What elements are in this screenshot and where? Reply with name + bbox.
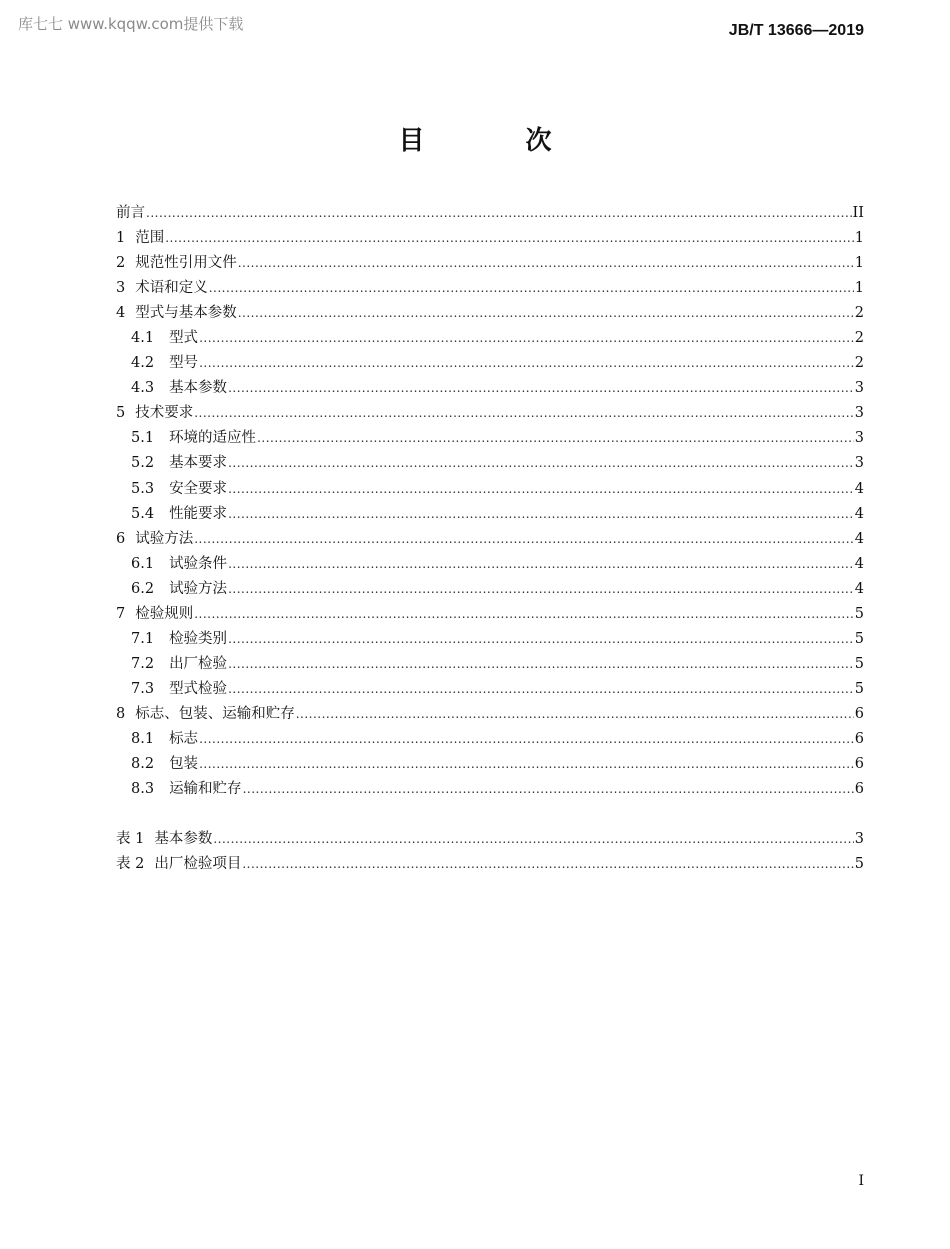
toc-dot-leader <box>146 201 852 226</box>
toc-entry-number: 表 1 <box>116 831 145 848</box>
toc-dot-leader <box>213 827 853 852</box>
toc-entry-title: 环境的适应性 <box>169 430 257 447</box>
toc-entry[interactable] <box>116 426 864 451</box>
toc-entry-page: 3 <box>854 455 864 472</box>
toc-entry[interactable] <box>116 727 864 752</box>
toc-entry[interactable] <box>116 502 864 527</box>
toc-entry-title: 包装 <box>169 756 199 773</box>
toc-entry-page: 2 <box>854 330 864 347</box>
toc-dot-leader <box>199 727 854 752</box>
toc-entry-title: 试验方法 <box>169 580 228 597</box>
toc-entry[interactable] <box>116 652 864 677</box>
toc-dot-leader <box>199 351 854 376</box>
toc-entry-page: 6 <box>854 705 864 722</box>
toc-entry-number: 6 <box>116 530 126 547</box>
toc-dot-leader <box>194 401 854 426</box>
toc-entry-title: 术语和定义 <box>135 280 208 297</box>
watermark: 库七七 www.kqqw.com提供下载 <box>18 15 244 33</box>
toc-dot-leader <box>228 376 854 401</box>
toc-dot-leader <box>228 652 854 677</box>
toc-entry[interactable] <box>116 201 864 226</box>
toc-dot-leader <box>242 852 853 877</box>
toc-entry-number: 7.3 <box>131 680 155 697</box>
toc-entry-page: 4 <box>854 480 864 497</box>
toc-table-entry[interactable] <box>116 827 864 852</box>
toc-entry-number: 4.3 <box>131 380 155 397</box>
toc-entry[interactable] <box>116 451 864 476</box>
toc-entry-page: 3 <box>854 430 864 447</box>
toc-entry-page: 6 <box>854 730 864 747</box>
toc-dot-leader <box>228 477 854 502</box>
toc-entry-title: 规范性引用文件 <box>135 255 237 272</box>
toc-dot-leader <box>296 702 854 727</box>
toc-entry-page: 4 <box>854 530 864 547</box>
toc-entry[interactable] <box>116 326 864 351</box>
toc-entry-number: 5.1 <box>131 430 155 447</box>
toc-entry-number: 5 <box>116 405 126 422</box>
toc-entry-number: 4.1 <box>131 330 155 347</box>
toc-entry-title: 基本参数 <box>169 380 228 397</box>
toc-entry[interactable] <box>116 251 864 276</box>
toc-entry-number: 5.4 <box>131 505 155 522</box>
page-title: 目 次 <box>398 126 598 156</box>
toc-entry-page: 6 <box>854 781 864 798</box>
toc-entry-title: 型式检验 <box>169 680 228 697</box>
toc-entry[interactable] <box>116 301 864 326</box>
toc-dot-leader <box>199 752 854 777</box>
toc-entry-page: 5 <box>854 856 864 873</box>
toc-entry[interactable] <box>116 777 864 802</box>
toc-entry[interactable] <box>116 552 864 577</box>
toc-dot-leader <box>228 451 854 476</box>
toc-entry[interactable] <box>116 276 864 301</box>
toc-dot-leader <box>209 276 854 301</box>
toc-entry-title: 技术要求 <box>135 405 194 422</box>
toc-entry-title: 型式与基本参数 <box>135 305 237 322</box>
toc-entry[interactable] <box>116 752 864 777</box>
toc-entry-number: 1 <box>116 230 126 247</box>
toc-entry-title: 安全要求 <box>169 480 228 497</box>
toc-entry-number: 7 <box>116 605 126 622</box>
toc-dot-leader <box>194 527 854 552</box>
toc-entry-page: 4 <box>854 555 864 572</box>
document-code: JB/T 13666—2019 <box>728 22 864 39</box>
toc-entry-title: 检验类别 <box>169 630 228 647</box>
toc-entry-title: 试验方法 <box>135 530 194 547</box>
toc-table-entry[interactable] <box>116 852 864 877</box>
toc-entry-number: 3 <box>116 280 126 297</box>
toc-section-gap <box>116 802 864 827</box>
toc-entry-page: 5 <box>854 630 864 647</box>
toc-entry-number: 8.2 <box>131 756 155 773</box>
toc-entry-number: 2 <box>116 255 126 272</box>
toc-dot-leader <box>165 226 854 251</box>
toc-entry-page: 3 <box>854 831 864 848</box>
toc-entry-number: 5.3 <box>131 480 155 497</box>
toc-entry-page: 4 <box>854 580 864 597</box>
toc-entry-title: 运输和贮存 <box>169 781 242 798</box>
toc-entry-title: 性能要求 <box>169 505 228 522</box>
toc-entry-title: 前言 <box>116 205 145 221</box>
toc-dot-leader <box>199 326 854 351</box>
toc-entry-page: 5 <box>854 680 864 697</box>
toc-entry-page: 5 <box>854 605 864 622</box>
toc-entry[interactable] <box>116 527 864 552</box>
toc-entry-number: 6.1 <box>131 555 155 572</box>
toc-dot-leader <box>228 627 854 652</box>
toc-entry-title: 出厂检验 <box>169 655 228 672</box>
toc-entry-number: 6.2 <box>131 580 155 597</box>
toc-entry-number: 4 <box>116 305 126 322</box>
toc-entry-page: II <box>852 205 864 221</box>
toc-entry-title: 标志 <box>169 730 199 747</box>
toc-entry-number: 5.2 <box>131 455 155 472</box>
toc-entry-number: 8 <box>116 705 126 722</box>
toc-entry-page: 1 <box>854 230 864 247</box>
toc-entry[interactable] <box>116 477 864 502</box>
toc-entry-title: 型式 <box>169 330 199 347</box>
toc-entry-number: 7.1 <box>131 630 155 647</box>
toc-entry-page: 3 <box>854 405 864 422</box>
toc-entry[interactable] <box>116 577 864 602</box>
toc-entry-number: 7.2 <box>131 655 155 672</box>
toc-entry[interactable] <box>116 677 864 702</box>
toc-entry-title: 基本参数 <box>154 831 213 848</box>
toc-entry-title: 基本要求 <box>169 455 228 472</box>
toc-entry-page: 5 <box>854 655 864 672</box>
toc-entry-page: 2 <box>854 355 864 372</box>
toc-entry[interactable] <box>116 351 864 376</box>
toc-entry-number: 8.3 <box>131 781 155 798</box>
toc-entry-page: 1 <box>854 255 864 272</box>
toc-entry[interactable] <box>116 226 864 251</box>
toc-entry[interactable] <box>116 627 864 652</box>
toc-dot-leader <box>243 777 854 802</box>
toc-dot-leader <box>228 577 854 602</box>
toc-entry-title: 试验条件 <box>169 555 228 572</box>
toc-entry[interactable] <box>116 602 864 627</box>
toc-entry-title: 范围 <box>135 230 165 247</box>
toc-entry-number: 表 2 <box>116 856 145 873</box>
toc-entry-title: 型号 <box>169 355 199 372</box>
toc-dot-leader <box>228 677 854 702</box>
toc-entry-page: 3 <box>854 380 864 397</box>
toc-entry-title: 标志、包装、运输和贮存 <box>135 705 295 722</box>
toc-entry[interactable] <box>116 401 864 426</box>
toc-entry-title: 出厂检验项目 <box>154 856 242 873</box>
toc-entry-page: 4 <box>854 505 864 522</box>
toc-dot-leader <box>238 251 854 276</box>
toc-entry-number: 8.1 <box>131 730 155 747</box>
page-number: I <box>858 1173 864 1189</box>
toc-dot-leader <box>228 552 854 577</box>
toc-dot-leader <box>257 426 854 451</box>
toc-entry-number: 4.2 <box>131 355 155 372</box>
table-of-contents <box>116 201 864 877</box>
toc-entry-page: 6 <box>854 756 864 773</box>
toc-entry[interactable] <box>116 702 864 727</box>
toc-entry-page: 2 <box>854 305 864 322</box>
toc-dot-leader <box>194 602 854 627</box>
toc-dot-leader <box>228 502 854 527</box>
toc-dot-leader <box>238 301 854 326</box>
toc-entry-title: 检验规则 <box>135 605 194 622</box>
toc-entry[interactable] <box>116 376 864 401</box>
toc-entry-page: 1 <box>854 280 864 297</box>
